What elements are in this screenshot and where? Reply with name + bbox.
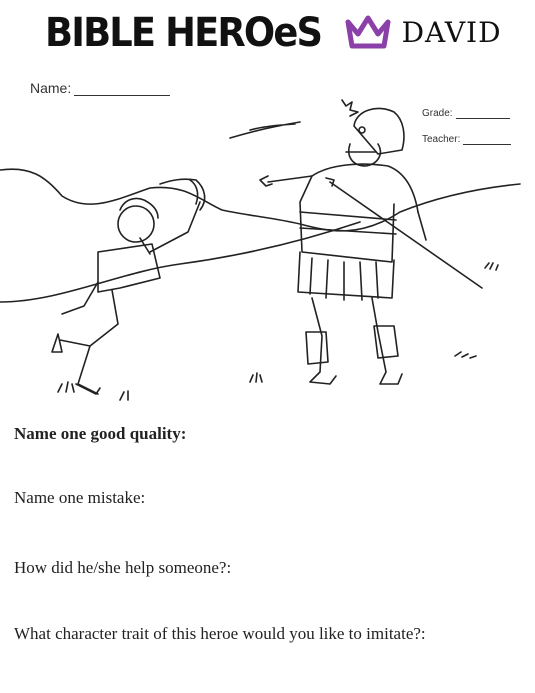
david-goliath-illustration	[0, 92, 535, 412]
question-good-quality: Name one good quality:	[14, 424, 187, 443]
logo-title: BIBLE HEROeS	[45, 10, 322, 56]
name-label: Name:	[30, 80, 72, 96]
teacher-label: Teacher:	[422, 134, 461, 145]
david-figure	[52, 180, 200, 394]
question-mistake: Name one mistake:	[14, 488, 146, 507]
crown-icon	[344, 14, 392, 52]
hero-name: DAVID	[401, 16, 502, 49]
question-imitate-trait: What character trait of this heroe would you like to imitate?:	[14, 624, 426, 643]
grade-label: Grade:	[422, 108, 453, 119]
question-help-someone: How did he/she help someone?:	[14, 558, 232, 577]
worksheet-header	[0, 6, 535, 60]
